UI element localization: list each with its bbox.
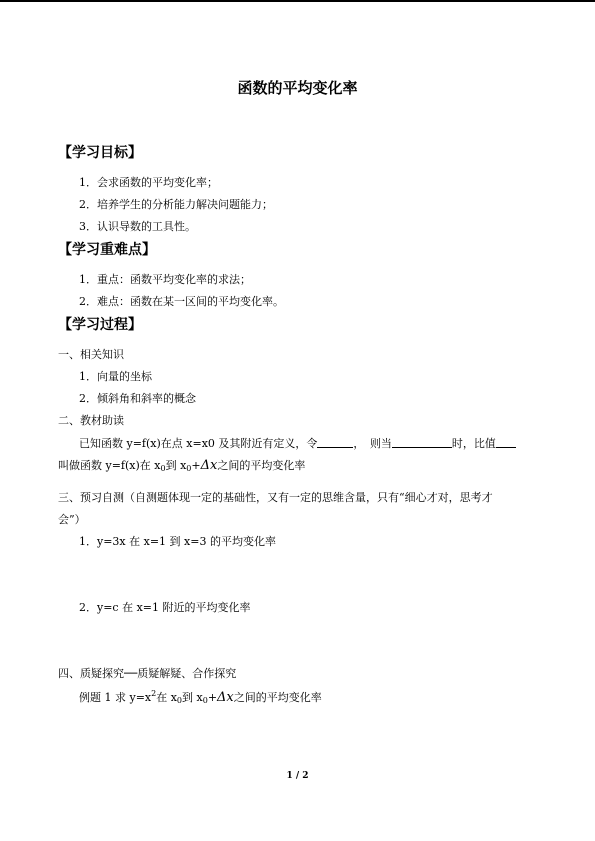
part3-question-1: 1．y=3x 在 x=1 到 x=3 的平均变化率 xyxy=(79,535,276,548)
superscript-two: 2 xyxy=(151,689,157,698)
top-border-line xyxy=(0,0,595,2)
answer-blank-1[interactable] xyxy=(317,437,353,448)
part3-heading-line-1: 三、预习自测（自测题体现一定的基础性，又有一定的思维含量，只有“细心才对，思考才 xyxy=(58,491,493,504)
goal-item-3: 3．认识导数的工具性。 xyxy=(79,220,196,233)
part4-heading: 四、质疑探究──质疑解疑、合作探究 xyxy=(58,667,237,680)
subscript-zero: 0 xyxy=(176,696,183,705)
part1-item-1: 1．向量的坐标 xyxy=(79,370,152,383)
example-text-c: 到 x xyxy=(182,691,203,704)
subscript-zero: 0 xyxy=(160,464,166,473)
part2-heading: 二、教材助读 xyxy=(58,414,124,427)
part3-heading-line-2: 会”） xyxy=(58,513,86,526)
part2-line1-text-b: ， 则当 xyxy=(353,437,392,450)
page-number: 1 / 2 xyxy=(286,771,309,781)
part1-heading: 一、相关知识 xyxy=(58,348,124,361)
part1-item-2: 2．倾斜角和斜率的概念 xyxy=(79,392,196,405)
keypoint-item-2: 2．难点：函数在某一区间的平均变化率。 xyxy=(79,295,284,308)
answer-blank-2[interactable] xyxy=(392,437,452,448)
part2-line2-text-d: 之间的平均变化率 xyxy=(217,459,306,472)
part2-line2-text-a: 叫做函数 y=f(x)在 x xyxy=(58,459,161,472)
part2-line2-text-b: 到 x xyxy=(165,459,187,472)
goal-item-2: 2．培养学生的分析能力解决问题能力； xyxy=(79,198,273,211)
example-text-a: 例题 1 求 y=x xyxy=(79,691,152,704)
part2-line-1 xyxy=(79,437,516,449)
part2-line-2 xyxy=(58,459,305,473)
part2-line2-plus: + xyxy=(191,459,201,472)
example-1 xyxy=(79,690,322,705)
goals-heading: 【学习目标】 xyxy=(58,145,142,161)
example-text-b: 在 x xyxy=(156,691,177,704)
delta-x-symbol: Δx xyxy=(217,690,234,705)
subscript-zero: 0 xyxy=(186,464,192,473)
subscript-zero: 0 xyxy=(202,696,208,705)
example-plus: + xyxy=(207,691,218,704)
page-title: 函数的平均变化率 xyxy=(237,79,358,97)
keypoints-heading: 【学习重难点】 xyxy=(58,242,156,258)
example-text-e: 之间的平均变化率 xyxy=(233,691,322,704)
goal-item-1: 1．会求函数的平均变化率； xyxy=(79,176,218,189)
part3-question-2: 2．y=c 在 x=1 附近的平均变化率 xyxy=(79,601,251,614)
process-heading: 【学习过程】 xyxy=(58,317,142,333)
delta-x-symbol: Δx xyxy=(200,458,218,473)
answer-blank-3[interactable] xyxy=(496,437,516,448)
part2-line1-text-c: 时，比值 xyxy=(451,437,496,450)
keypoint-item-1: 1．重点：函数平均变化率的求法； xyxy=(79,273,251,286)
part2-line1-text-a: 已知函数 y=f(x)在点 x=x0 及其附近有定义，令 xyxy=(79,437,318,450)
